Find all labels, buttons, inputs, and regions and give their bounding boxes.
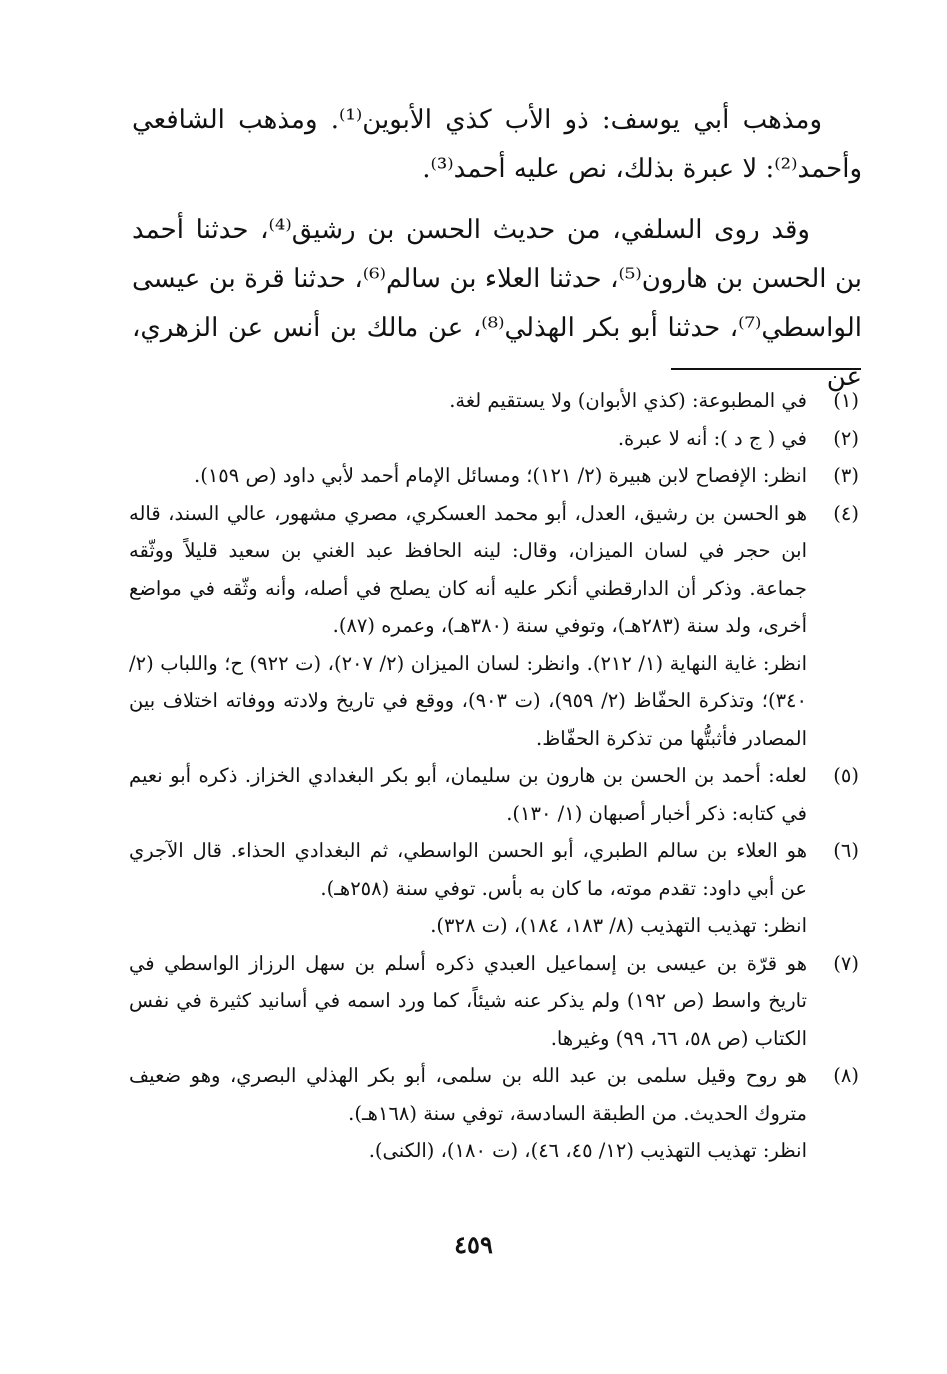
footnote: [129, 495, 859, 758]
footnote-text: هو الحسن بن رشيق، العدل، أبو محمد العسكري، مصري مشهور، عالي السند، قاله ابن حجر في لسان الميزان، وقال: لينه الحافظ عبد الغني بن سعيد قليلاً ووثّقه جماعة. وذكر أن الدارقطني أنكر عليه أنه كان يصلح في أصله، وأنه وثّقه في مواضع أخرى، ولد سنة (٢٨٣هـ)، وتوفي سنة (٣٨٠هـ)، وعمره (٨٧).: [129, 501, 807, 637]
footnote: [129, 757, 859, 832]
footnote-text: انظر: الإفصاح لابن هبيرة (٢/ ١٢١)؛ ومسائل الإمام أحمد لأبي داود (ص ١٥٩).: [194, 464, 807, 487]
footnote-body: [129, 945, 807, 1058]
page-number: ٤٥٩: [454, 1230, 493, 1259]
footnote-body: [129, 457, 807, 495]
footnote: [129, 945, 859, 1058]
footnote-text: في المطبوعة: (كذي الأبوان) ولا يستقيم لغة.: [449, 389, 807, 412]
footnote-body: [129, 382, 807, 420]
footnote: [129, 832, 859, 945]
footnote: [129, 382, 859, 420]
footnote: [129, 420, 859, 458]
footnote-text: لعله: أحمد بن الحسن بن هارون بن سليمان، أبو بكر البغدادي الخزاز. ذكره أبو نعيم في كتابه: ذكر أخبار أصبهان (١/ ١٣٠).: [129, 764, 807, 825]
footnote-text: انظر: تهذيب التهذيب (١٢/ ٤٥، ٤٦)، (ت ١٨٠)، (الكنى).: [368, 1139, 807, 1162]
footnote-separator: [671, 368, 861, 370]
footnote-number: (٤): [833, 501, 859, 525]
footnote-text: انظر: غاية النهاية (١/ ٢١٢). وانظر: لسان الميزان (٢/ ٢٠٧)، (ت ٩٢٢) ح؛ واللباب (٢/ ٣٤٠)؛ وتذكرة الحفّاظ (٢/ ٩٥٩)، (ت ٩٠٣)، ووقع في تاريخ ولادته ووفاته اختلاف بين المصادر فأثبتُّها من تذكرة الحفّاظ.: [129, 651, 807, 750]
footnote-number: (٢): [833, 426, 859, 450]
footnote-body: [129, 495, 807, 758]
footnote: [129, 457, 859, 495]
footnote-text: هو قرّة بن عيسى بن إسماعيل العبدي ذكره أسلم بن سهل الرزاز الواسطي في تاريخ واسط (ص ١٩٢) ولم يذكر عنه شيئاً، كما ورد اسمه في أسانيد كثيرة في نفس الكتاب (ص ٥٨، ٦٦، ٩٩) وغيرها.: [129, 951, 807, 1050]
footnote-text: هو روح وقيل سلمى بن عبد الله بن سلمى، أبو بكر الهذلي البصري، وهو ضعيف متروك الحديث. من الطبقة السادسة، توفي سنة (١٦٨هـ).: [129, 1064, 807, 1125]
footnote-body: [129, 1057, 807, 1170]
footnote-text: في ( ج د ): أنه لا عبرة.: [617, 426, 807, 450]
footnote-number: (٥): [833, 764, 859, 787]
main-paragraph: ومذهب أبي يوسف: ذو الأب كذي الأبوين⁽¹⁾. ومذهب الشافعي وأحمد⁽²⁾: لا عبرة بذلك، نص عليه أحمد⁽³⁾.: [132, 105, 862, 184]
footnote-body: [129, 832, 807, 945]
footnote: [129, 1057, 859, 1170]
footnote-number: (١): [833, 389, 859, 412]
footnote-number: (٦): [833, 839, 859, 862]
footnote-text: انظر: تهذيب التهذيب (٨/ ١٨٣، ١٨٤)، (ت ٣٢٨).: [430, 914, 807, 937]
footnote-number: (٧): [833, 951, 859, 975]
main-paragraph: وقد روى السلفي، من حديث الحسن بن رشيق⁽⁴⁾، حدثنا أحمد بن الحسن بن هارون⁽⁵⁾، حدثنا العلاء بن سالم⁽⁶⁾، حدثنا قرة بن عيسى الواسطي⁽⁷⁾، حدثنا أبو بكر الهذلي⁽⁸⁾، عن مالك بن أنس عن الزهري، عن: [132, 215, 863, 392]
footnotes: [129, 382, 859, 1170]
footnote-number: (٣): [833, 464, 859, 487]
footnote-number: (٨): [833, 1064, 859, 1087]
footnote-body: [129, 757, 807, 832]
footnote-text: هو العلاء بن سالم الطبري، أبو الحسن الواسطي، ثم البغدادي الحذاء. قال الآجري عن أبي داود: تقدم موته، ما كان به بأس. توفي سنة (٢٥٨هـ).: [129, 839, 807, 900]
footnote-body: [129, 420, 807, 458]
